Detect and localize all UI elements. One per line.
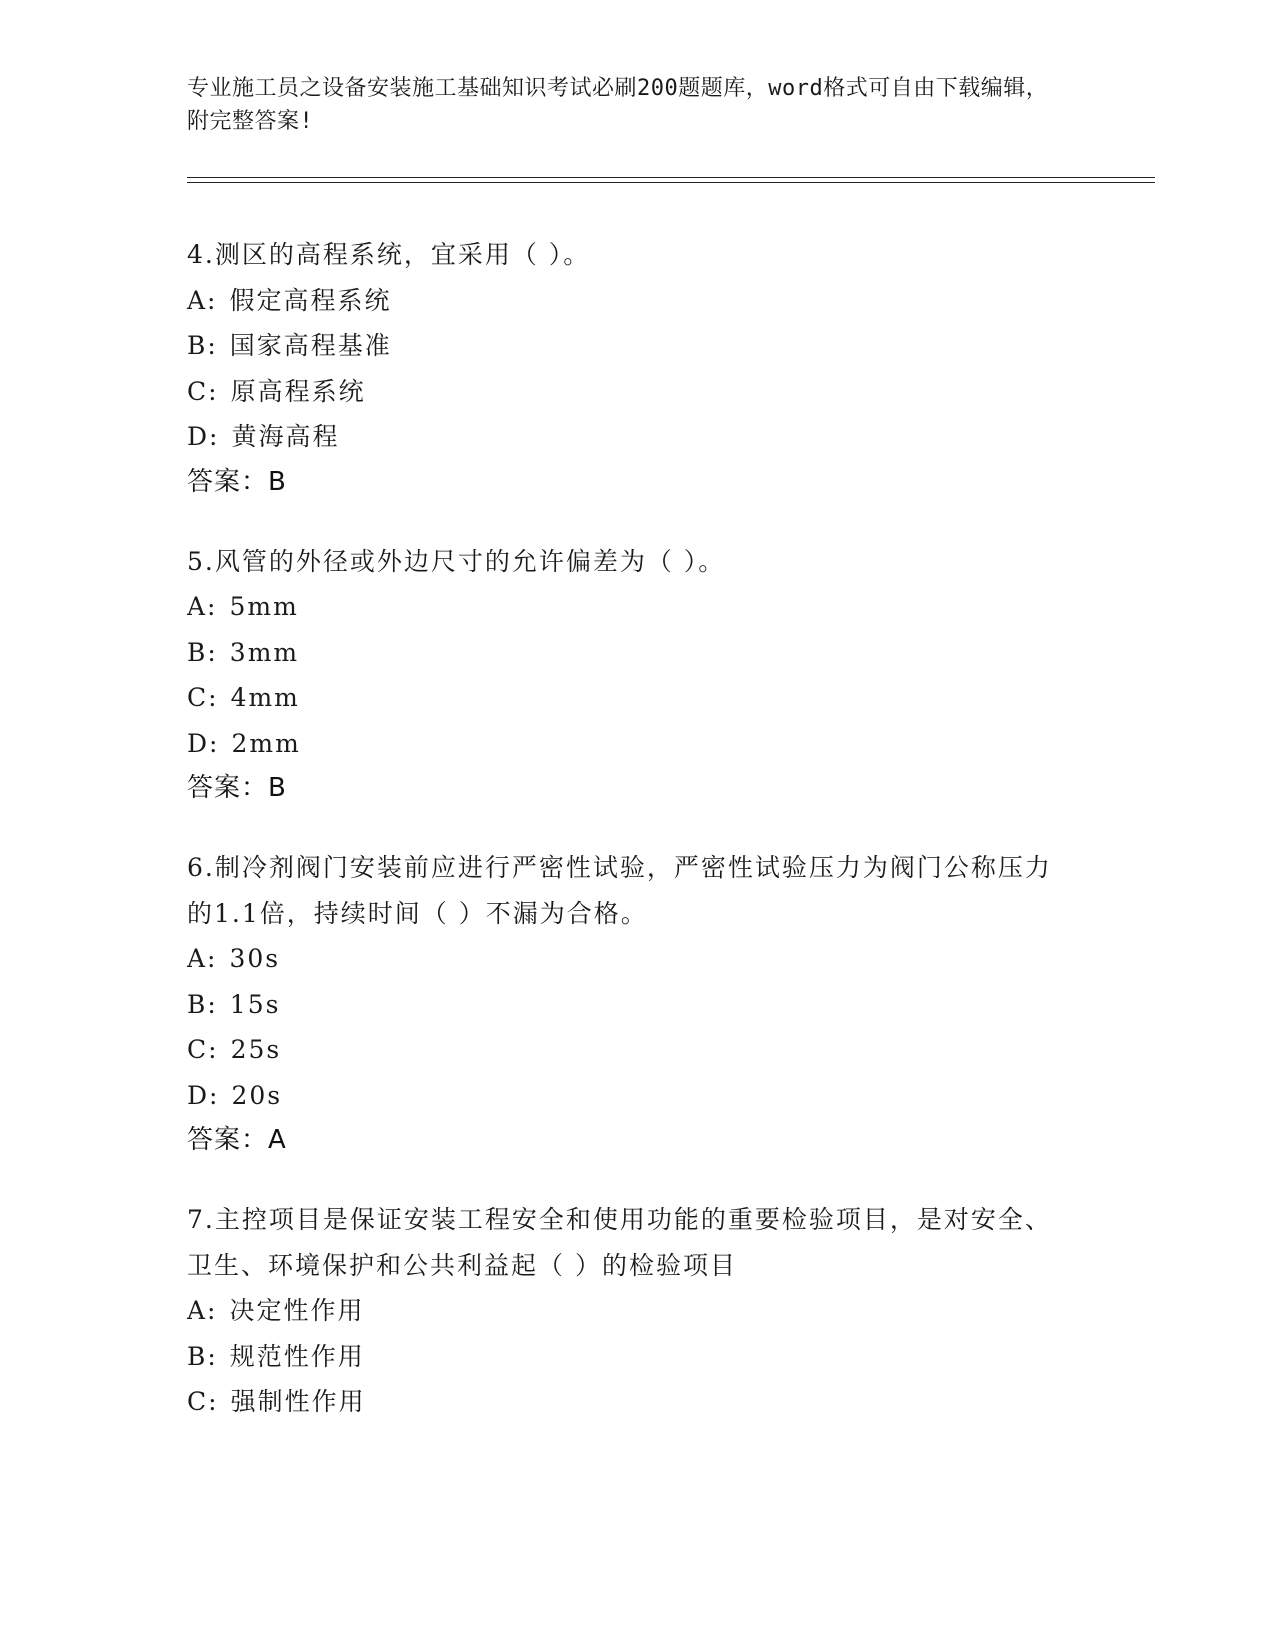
option-text: 3mm: [229, 637, 300, 667]
option-text: 强制性作用: [230, 1387, 366, 1416]
question-stem: 7.主控项目是保证安装工程安全和使用功能的重要检验项目，是对安全、卫生、环境保护和公共利益起（ ）的检验项目: [187, 1205, 1052, 1280]
option-b: [187, 1334, 1087, 1380]
option-letter: D:: [187, 422, 220, 451]
question-stem: 4.测区的高程系统，宜采用（ ）。: [187, 240, 591, 269]
header-divider-top: [187, 177, 1155, 178]
option-text: 4mm: [230, 683, 300, 712]
answer-value: B: [268, 773, 287, 803]
option-letter: B:: [187, 1341, 218, 1371]
answer-value: B: [268, 466, 287, 497]
option-letter: C:: [187, 1387, 219, 1416]
option-letter: B:: [187, 989, 218, 1019]
option-text: 2mm: [231, 728, 301, 758]
option-d: [187, 414, 1087, 460]
header-divider-bottom: [187, 182, 1155, 183]
option-text: 黄海高程: [231, 422, 340, 451]
option-text: 国家高程基准: [229, 331, 392, 360]
option-text: 决定性作用: [229, 1296, 365, 1325]
option-text: 15s: [229, 989, 281, 1019]
option-text: 20s: [231, 1080, 283, 1110]
option-a: [187, 936, 1087, 982]
option-a: [187, 278, 1087, 324]
answer-label: 答案：: [187, 773, 269, 803]
option-text: 5mm: [229, 592, 299, 621]
option-b: [187, 323, 1087, 369]
question-item: [187, 232, 1087, 505]
option-letter: D:: [187, 728, 220, 758]
option-c: [187, 1027, 1087, 1073]
answer-label: 答案：: [187, 466, 269, 497]
option-a: [187, 584, 1087, 630]
question-item: [187, 1197, 1087, 1425]
answer-line: [187, 766, 1087, 811]
answer-line: [187, 1118, 1087, 1163]
option-letter: B:: [187, 331, 218, 360]
option-c: [187, 675, 1087, 721]
option-text: 25s: [230, 1035, 282, 1064]
option-b: [187, 630, 1087, 676]
option-text: 原高程系统: [230, 376, 366, 406]
answer-label: 答案：: [187, 1125, 269, 1155]
option-letter: A:: [187, 944, 218, 973]
option-letter: C:: [187, 1035, 219, 1064]
option-c: [187, 369, 1087, 415]
option-letter: C:: [187, 683, 219, 712]
option-d: [187, 721, 1087, 767]
question-stem: 6.制冷剂阀门安装前应进行严密性试验，严密性试验压力为阀门公称压力的1.1倍，持续时间（ ）不漏为合格。: [187, 853, 1052, 928]
answer-value: A: [268, 1125, 287, 1155]
option-letter: A:: [187, 592, 218, 621]
option-letter: C:: [187, 376, 219, 406]
question-list: [187, 232, 1087, 1459]
question-stem: 5.风管的外径或外边尺寸的允许偏差为（ ）。: [187, 546, 726, 576]
option-text: 规范性作用: [229, 1341, 365, 1371]
option-letter: D:: [187, 1080, 220, 1110]
option-text: 30s: [229, 944, 281, 973]
option-text: 假定高程系统: [229, 285, 392, 315]
option-letter: A:: [187, 285, 218, 315]
document-title: 专业施工员之设备安装施工基础知识考试必刷200题题库，word格式可自由下载编辑，附完整答案!: [187, 76, 1049, 134]
option-letter: A:: [187, 1296, 218, 1325]
option-letter: B:: [187, 637, 218, 667]
question-item: [187, 845, 1087, 1163]
question-item: [187, 539, 1087, 812]
option-d: [187, 1073, 1087, 1119]
answer-line: [187, 460, 1087, 505]
option-b: [187, 982, 1087, 1028]
option-a: [187, 1288, 1087, 1334]
option-c: [187, 1379, 1087, 1425]
